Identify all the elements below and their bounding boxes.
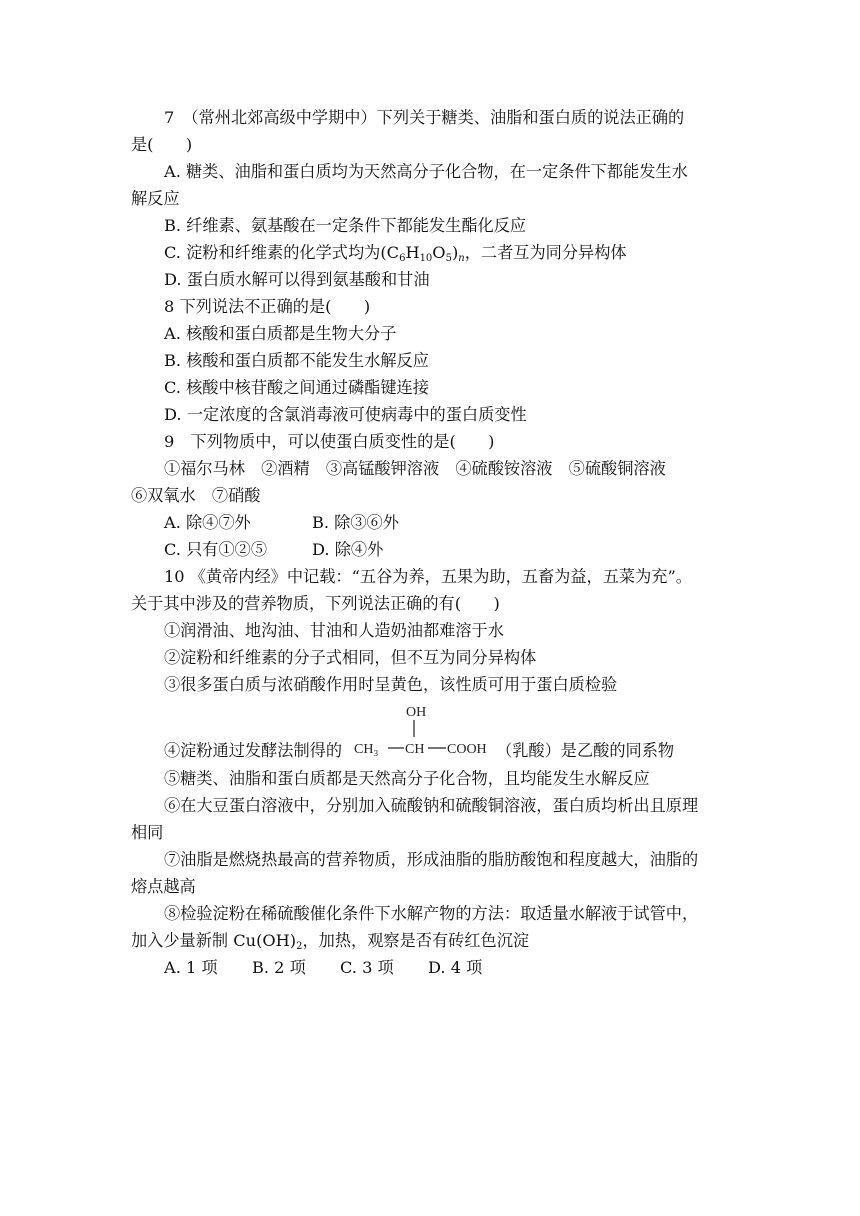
q7-formula-sub-6: 6 <box>399 253 406 264</box>
q10-option-c: C. 3 项 <box>340 958 394 977</box>
q10-option-a: A. 1 项 <box>164 958 218 977</box>
q10-statement-4-tail: （乳酸）是乙酸的同系物 <box>496 741 675 760</box>
q7-stem-line1: 7 （常州北郊高级中学期中）下列关于糖类、油脂和蛋白质的说法正确的 <box>164 108 685 127</box>
formula-cooh: COOH <box>447 742 487 757</box>
lactic-acid-structure <box>354 701 504 759</box>
q10-statement-3: ③很多蛋白质与浓硝酸作用时呈黄色，该性质可用于蛋白质检验 <box>164 675 618 694</box>
q9-option-c: C. 只有①②⑤ <box>164 540 268 559</box>
q7-formula-sub-10: 10 <box>419 253 433 264</box>
q10-statement-6-line2: 相同 <box>131 823 164 842</box>
q10-statement-8-line2 <box>0 931 860 951</box>
q9-option-b: B. 除③⑥外 <box>312 513 399 532</box>
q8-option-c: C. 核酸中核苷酸之间通过磷酯键连接 <box>164 378 429 397</box>
q10-statement-7-line1: ⑦油脂是燃烧热最高的营养物质，形成油脂的脂肪酸饱和程度越大，油脂的 <box>164 850 699 869</box>
q10-statement-4-text: ④淀粉通过发酵法制得的 <box>164 741 343 760</box>
q10-statement-8-tail: ，加热，观察是否有砖红色沉淀 <box>302 931 530 950</box>
q7-formula-o: O <box>432 243 446 262</box>
q10-option-b: B. 2 项 <box>252 958 306 977</box>
q7-option-a-line1: A. 糖类、油脂和蛋白质均为天然高分子化合物，在一定条件下都能发生水 <box>164 162 688 181</box>
q9-items-line2: ⑥双氧水 ⑦硝酸 <box>131 486 261 505</box>
formula-ch: CH <box>405 742 425 757</box>
q9-option-d: D. 除④外 <box>312 540 384 559</box>
q7-option-a-line2: 解反应 <box>131 189 180 208</box>
q9-option-a: A. 除④⑦外 <box>164 513 251 532</box>
q7-option-b: B. 纤维素、氨基酸在一定条件下都能发生酯化反应 <box>164 216 527 235</box>
q7-option-c <box>0 243 860 263</box>
q7-formula-sub-5: 5 <box>445 253 452 264</box>
q10-statement-7-line2: 熔点越高 <box>131 877 196 896</box>
q7-option-c-tail: ，二者互为同分异构体 <box>464 243 627 262</box>
q10-statement-6-line1: ⑥在大豆蛋白溶液中，分别加入硫酸钠和硫酸铜溶液，蛋白质均析出且原理 <box>164 796 699 815</box>
q7-option-c-text: C. 淀粉和纤维素的化学式均为(C <box>164 243 400 262</box>
q10-statement-8-line1: ⑧检验淀粉在稀硫酸催化条件下水解产物的方法：取适量水解液于试管中， <box>164 904 699 923</box>
q9-items-line1: ①福尔马林 ②酒精 ③高锰酸钾溶液 ④硫酸铵溶液 ⑤硫酸铜溶液 <box>164 459 666 478</box>
q10-stem-line2: 关于其中涉及的营养物质，下列说法正确的有( ) <box>131 594 500 613</box>
q10-stem-line1: 10 《黄帝内经》中记载：“五谷为养，五果为助，五畜为益，五菜为充”。 <box>164 567 692 586</box>
q10-formula-sub-2: 2 <box>296 941 303 952</box>
q10-statement-1: ①润滑油、地沟油、甘油和人造奶油都难溶于水 <box>164 621 504 640</box>
q8-option-d: D. 一定浓度的含氯消毒液可使病毒中的蛋白质变性 <box>164 405 527 424</box>
q7-stem-line2: 是( ) <box>131 135 193 154</box>
q7-formula-sub-n: n <box>458 253 465 264</box>
q7-formula-h: H <box>405 243 420 262</box>
q8-option-a: A. 核酸和蛋白质都是生物大分子 <box>164 324 397 343</box>
q7-formula-close: ) <box>451 243 459 262</box>
q10-option-d: D. 4 项 <box>428 958 483 977</box>
q9-options-row2 <box>0 540 860 560</box>
q8-stem: 8 下列说法不正确的是( ) <box>164 297 371 316</box>
q10-options <box>0 958 860 978</box>
q8-option-b: B. 核酸和蛋白质都不能发生水解反应 <box>164 351 429 370</box>
q10-statement-8-text: 加入少量新制 Cu(OH) <box>131 931 297 950</box>
q7-option-d: D. 蛋白质水解可以得到氨基酸和甘油 <box>164 270 430 289</box>
formula-ch3: CH₃ <box>354 742 379 757</box>
q9-options-row1 <box>0 513 860 533</box>
q10-statement-5: ⑤糖类、油脂和蛋白质都是天然高分子化合物，且均能发生水解反应 <box>164 769 650 788</box>
formula-oh: OH <box>406 705 427 720</box>
q9-stem: 9 下列物质中，可以使蛋白质变性的是( ) <box>164 432 495 451</box>
q10-statement-2: ②淀粉和纤维素的分子式相同，但不互为同分异构体 <box>164 648 537 667</box>
